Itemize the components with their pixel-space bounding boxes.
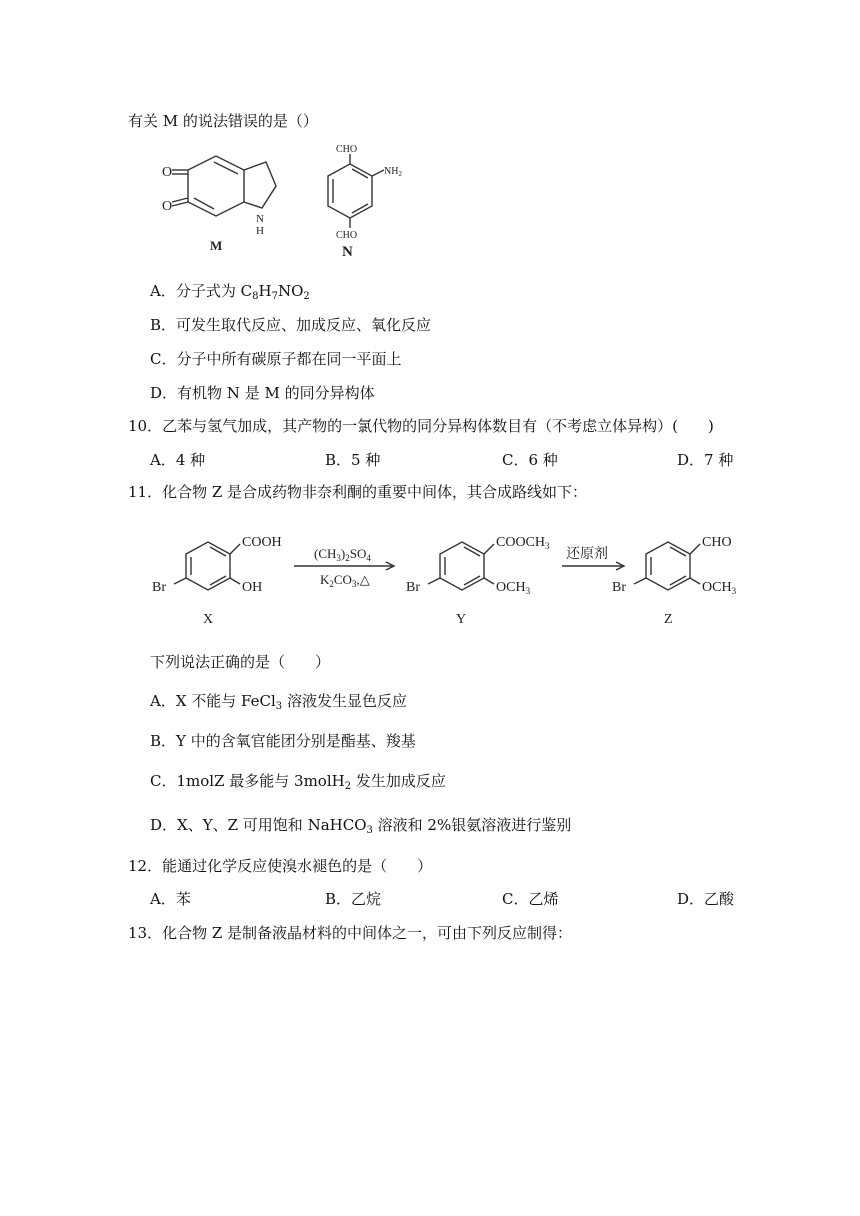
q11-option-b: B．Y 中的含氧官能团分别是酯基、羧基 [150, 732, 416, 750]
q10-stem: 10．乙苯与氢气加成，其产物的一氯代物的同分异构体数目有（不考虑立体异构）( ) [128, 417, 714, 435]
q11-option-a: A．X 不能与 FeCl$_3$ 溶液发生显色反应 [150, 692, 407, 712]
reagent-dimethyl-sulfate: $(CH_3)_2SO_4$ [314, 546, 371, 563]
n-ring [328, 164, 372, 218]
y-bond-br [428, 578, 440, 584]
z-label: Z [664, 612, 673, 627]
q10-option-b: B．5 种 [325, 451, 381, 469]
z-bond-cho [690, 544, 700, 554]
m-h-atom: H [256, 225, 264, 237]
x-cooh: COOH [242, 535, 282, 550]
y-cooch3: $COOCH_3$ [496, 535, 550, 551]
z-bond-br [634, 578, 646, 584]
molecule-y [406, 535, 550, 627]
z-double-3 [670, 576, 686, 585]
m-ring [188, 156, 244, 216]
q13-stem: 13．化合物 Z 是制备液晶材料的中间体之一，可由下列反应制得： [128, 924, 573, 942]
y-ring [440, 542, 484, 590]
q12-option-c: C．乙烯 [502, 890, 559, 908]
q9-option-a: A．分子式为 $C_8H_7NO_2$ [150, 282, 310, 302]
z-cho: CHO [702, 535, 732, 550]
n-cho-bot: CHO [336, 230, 358, 241]
y-label: Y [456, 612, 467, 627]
q11-question: 下列说法正确的是（ ） [150, 653, 331, 671]
x-double-3 [210, 576, 226, 585]
n-cho-top: CHO [336, 144, 358, 155]
z-ring [646, 542, 690, 590]
x-bond-br [174, 578, 186, 584]
molecule-z [612, 535, 737, 627]
m-co-bot-2 [172, 198, 188, 202]
z-och3: $OCH_3$ [702, 580, 737, 596]
m-co-bot [172, 202, 188, 206]
n-double-3 [352, 204, 368, 213]
m-o-bot: O [162, 199, 173, 214]
m-five-ring [244, 162, 276, 208]
n-label: N [342, 244, 353, 260]
q11-option-d: D．X、Y、Z 可用饱和 NaHCO$_3$ 溶液和 2%银氨溶液进行鉴别 [150, 816, 572, 836]
n-double-2 [352, 169, 368, 178]
x-ring [186, 542, 230, 590]
m-label: M [210, 238, 223, 253]
q9-option-b: B．可发生取代反应、加成反应、氧化反应 [150, 316, 432, 334]
q9-structures-figure [158, 142, 418, 262]
molecule-m [162, 156, 276, 253]
reaction-arrow-1 [294, 546, 394, 589]
m-n-atom: N [256, 213, 264, 225]
q10-option-d: D．7 种 [677, 451, 734, 469]
m-double-bond-2 [194, 198, 214, 209]
y-double-3 [464, 576, 480, 585]
m-double-bond-1 [214, 162, 238, 174]
n-bond-nh2 [372, 170, 384, 176]
reaction-arrow-2 [562, 546, 624, 570]
z-bond-och3 [690, 578, 700, 584]
molecule-n [328, 144, 402, 260]
m-o-top: O [162, 165, 173, 180]
q12-stem: 12．能通过化学反应使溴水褪色的是（ ） [128, 857, 433, 875]
y-och3: $OCH_3$ [496, 580, 531, 596]
x-oh: OH [242, 580, 263, 595]
y-double-2 [464, 547, 480, 556]
q12-option-a: A．苯 [150, 890, 191, 908]
x-bond-oh [230, 578, 240, 584]
q11-synthesis-scheme [148, 526, 768, 636]
reagent-reducing-agent: 还原剂 [566, 547, 608, 562]
x-br: Br [152, 580, 166, 595]
x-double-2 [210, 547, 226, 556]
y-bond-och3 [484, 578, 494, 584]
q12-option-d: D．乙酸 [677, 890, 735, 908]
y-br: Br [406, 580, 420, 595]
reagent-k2co3: $K_2CO_3,\triangle$ [320, 572, 370, 589]
q11-stem: 11．化合物 Z 是合成药物非奈利酮的重要中间体，其合成路线如下： [128, 483, 588, 501]
molecule-x [152, 535, 282, 627]
n-nh2: $NH_2$ [384, 166, 402, 178]
q9-option-c: C．分子中所有碳原子都在同一平面上 [150, 350, 402, 368]
q11-option-c: C．1molZ 最多能与 3molH$_2$ 发生加成反应 [150, 772, 446, 792]
y-bond-ester [484, 544, 494, 554]
q9-stem: 有关 M 的说法错误的是（） [128, 112, 318, 130]
z-double-2 [670, 547, 686, 556]
x-label: X [203, 612, 214, 627]
x-bond-cooh [230, 544, 240, 554]
q10-option-a: A．4 种 [150, 451, 206, 469]
q9-option-d: D．有机物 N 是 M 的同分异构体 [150, 384, 375, 402]
q12-option-b: B．乙烷 [325, 890, 382, 908]
q10-option-c: C．6 种 [502, 451, 558, 469]
z-br: Br [612, 580, 626, 595]
